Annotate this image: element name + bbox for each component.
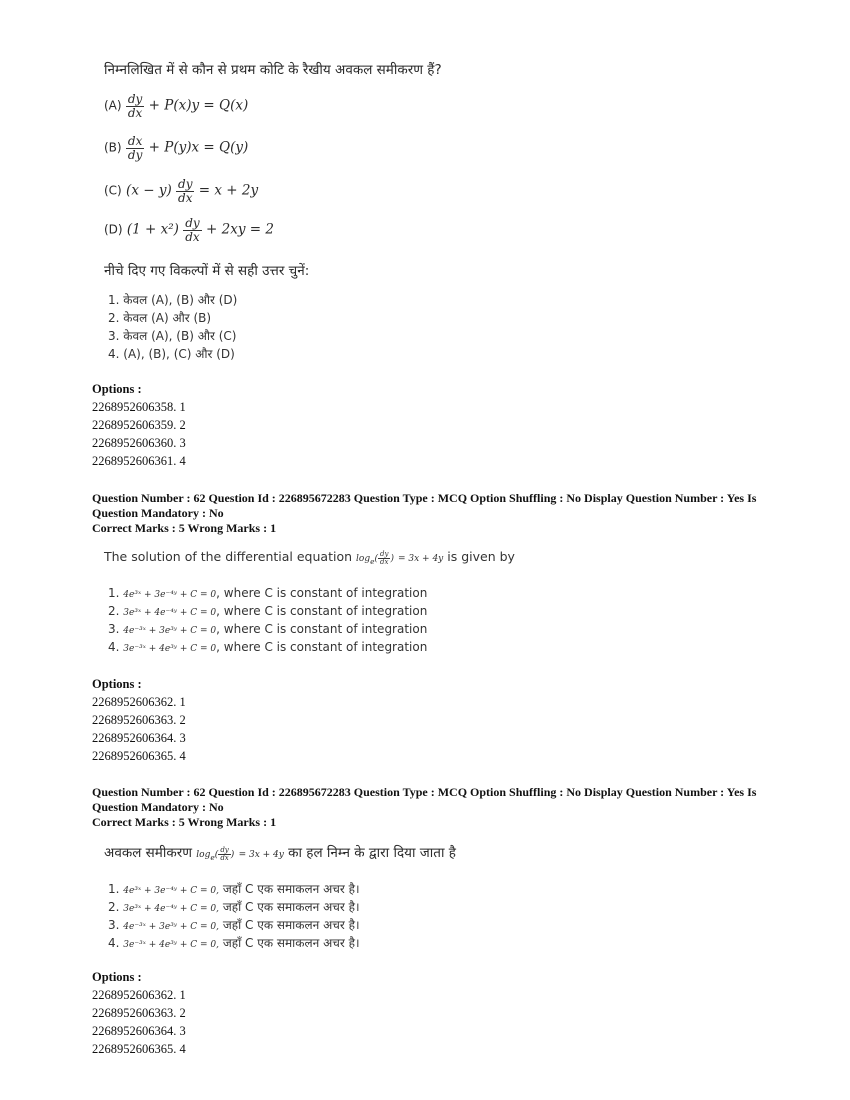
text-before: The solution of the differential equation	[104, 549, 353, 564]
q61-option-4: 2268952606361. 4	[92, 454, 186, 468]
q61-equation-a	[104, 93, 248, 119]
text-after: का हल निम्न के द्वारा दिया जाता है	[288, 845, 456, 861]
eq-pre: (1 + x²)	[126, 221, 179, 238]
q62a-choice-2: 2. 3e³ˣ + 4e⁻⁴ʸ + C = 0, where C is constant of integration	[108, 604, 428, 618]
q62b-option-2: 2268952606363. 2	[92, 1006, 186, 1020]
q62a-marks: Correct Marks : 5 Wrong Marks : 1	[92, 521, 277, 535]
q61-equation-b	[104, 135, 248, 161]
q61-choice-3: 3. केवल (A), (B) और (C)	[108, 329, 237, 343]
eq-rest: + P(y)x = Q(y)	[148, 139, 249, 156]
q62a-choice-3: 3. 4e⁻³ˣ + 3e³ʸ + C = 0, where C is constant of integration	[108, 622, 428, 636]
q61-option-3: 2268952606360. 3	[92, 436, 186, 450]
q62b-option-4: 2268952606365. 4	[92, 1042, 186, 1056]
q61-equation-c	[104, 178, 258, 204]
q62a-option-1: 2268952606362. 1	[92, 695, 186, 709]
q62a-option-3: 2268952606364. 3	[92, 731, 186, 745]
q61-choice-2: 2. केवल (A) और (B)	[108, 311, 212, 325]
q61-option-2: 2268952606359. 2	[92, 418, 186, 432]
eq-label: (D)	[104, 222, 123, 237]
fraction: $\frac{dy}{dx}$	[220, 845, 229, 862]
eq-label: (C)	[104, 183, 122, 198]
q62a-option-2: 2268952606363. 2	[92, 713, 186, 727]
eq-rest: = x + 2y	[198, 182, 259, 199]
q62b-choice-1: 1. 4e³ˣ + 3e⁻⁴ʸ + C = 0, जहाँ C एक समाकलन अचर है।	[108, 882, 360, 896]
fraction: $\frac{dx}{dy}$	[127, 134, 143, 162]
q62b-choice-4: 4. 3e⁻³ˣ + 4e³ʸ + C = 0, जहाँ C एक समाकलन अचर है।	[108, 936, 360, 950]
eq-pre: (x − y)	[126, 182, 172, 199]
q62b-marks: Correct Marks : 5 Wrong Marks : 1	[92, 815, 277, 829]
eq-rest: + 2xy = 2	[206, 221, 274, 238]
q62b-options-label: Options :	[92, 970, 142, 984]
q62a-choice-1: 1. 4e³ˣ + 3e⁻⁴ʸ + C = 0, where C is constant of integration	[108, 586, 428, 600]
q62b-meta: Question Number : 62 Question Id : 226895672283 Question Type : MCQ Option Shuffling : No Display Question Number : Yes Is Question Mandatory : No	[92, 785, 757, 814]
q62b-option-3: 2268952606364. 3	[92, 1024, 186, 1038]
q62b-option-1: 2268952606362. 1	[92, 988, 186, 1002]
q62b-choice-3: 3. 4e⁻³ˣ + 3e³ʸ + C = 0, जहाँ C एक समाकलन अचर है।	[108, 918, 360, 932]
q62a-meta: Question Number : 62 Question Id : 226895672283 Question Type : MCQ Option Shuffling : No Display Question Number : Yes Is Question Mandatory : No	[92, 491, 757, 520]
q61-equation-d	[104, 217, 274, 243]
eq-rest: + P(x)y = Q(x)	[148, 97, 249, 114]
log-expression: $\log_e$( $\frac{dy}{dx}$ )	[196, 845, 235, 862]
fraction: $\frac{dy}{dx}$	[178, 177, 193, 205]
q62b-choice-2: 2. 3e³ˣ + 4e⁻⁴ʸ + C = 0, जहाँ C एक समाकलन अचर है।	[108, 900, 360, 914]
eq-after: = 3x + 4y	[238, 850, 284, 860]
log-expression: $\log_e$( $\frac{dy}{dx}$ )	[356, 549, 394, 566]
fraction: $\frac{dy}{dx}$	[380, 549, 389, 566]
q61-question-text: निम्नलिखित में से कौन से प्रथम कोटि के रैखीय अवकल समीकरण हैं?	[104, 62, 442, 78]
q62b-question-text	[104, 843, 456, 862]
q61-choose-instruction: नीचे दिए गए विकल्पों में से सही उत्तर चुनें:	[104, 263, 310, 279]
eq-after: = 3x + 4y	[397, 554, 444, 564]
q62a-question-text	[104, 549, 515, 566]
q61-choice-4: 4. (A), (B), (C) और (D)	[108, 347, 235, 361]
fraction: $\frac{dy}{dx}$	[127, 92, 143, 120]
text-before: अवकल समीकरण	[104, 845, 192, 861]
fraction: $\frac{dy}{dx}$	[185, 216, 200, 244]
text-after: is given by	[447, 549, 515, 564]
q61-choice-1: 1. केवल (A), (B) और (D)	[108, 293, 238, 307]
q61-option-1: 2268952606358. 1	[92, 400, 186, 414]
q62a-option-4: 2268952606365. 4	[92, 749, 186, 763]
q62a-options-label: Options :	[92, 677, 142, 691]
q62a-choice-4: 4. 3e⁻³ˣ + 4e³ʸ + C = 0, where C is constant of integration	[108, 640, 428, 654]
q61-options-label: Options :	[92, 382, 142, 396]
eq-label: (B)	[104, 140, 122, 155]
eq-label: (A)	[104, 98, 122, 113]
